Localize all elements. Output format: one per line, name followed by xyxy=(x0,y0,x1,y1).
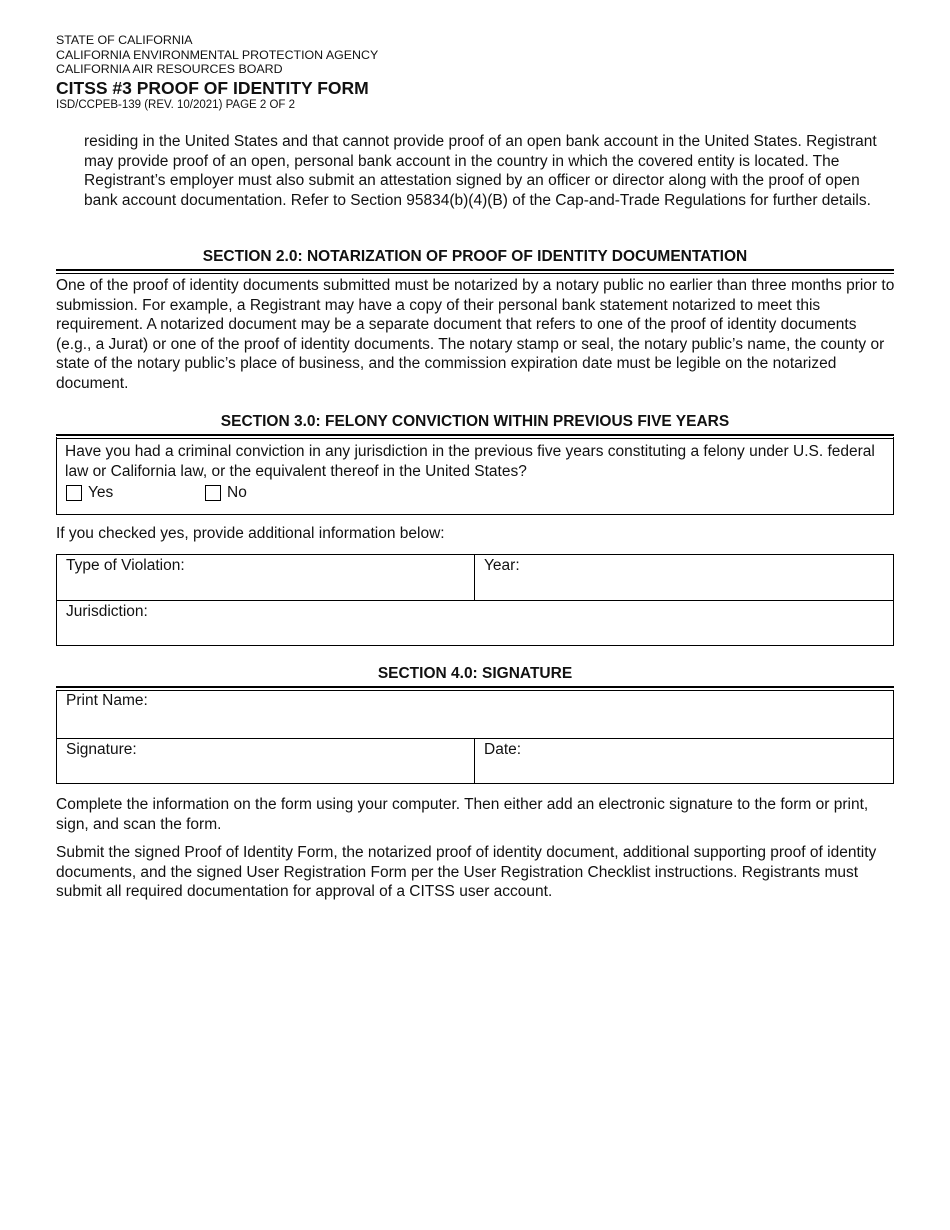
felony-question: Have you had a criminal conviction in any jurisdiction in the previous five years constituting a felony under U.S. federal law or California law, or the equivalent thereof in the United States? xyxy=(65,443,875,480)
form-number: ISD/CCPEB-139 (REV. 10/2021) PAGE 2 OF 2 xyxy=(56,98,296,111)
print-name-row xyxy=(57,690,893,738)
no-checkbox[interactable] xyxy=(205,485,221,501)
jurisdiction-field[interactable] xyxy=(57,601,893,645)
jurisdiction-label: Jurisdiction: xyxy=(66,603,148,620)
year-field[interactable] xyxy=(475,555,893,600)
violation-row xyxy=(57,555,893,600)
date-label: Date: xyxy=(484,741,522,758)
print-name-label: Print Name: xyxy=(66,692,148,709)
header-agency: CALIFORNIA ENVIRONMENTAL PROTECTION AGENCY xyxy=(56,47,379,62)
section-2-title: SECTION 2.0: NOTARIZATION OF PROOF OF IDENTITY DOCUMENTATION xyxy=(202,248,748,265)
type-of-violation-field[interactable] xyxy=(57,555,475,600)
date-field[interactable] xyxy=(475,739,893,783)
section-3-title: SECTION 3.0: FELONY CONVICTION WITHIN PREVIOUS FIVE YEARS xyxy=(220,413,730,430)
yes-label: Yes xyxy=(88,484,114,502)
signature-field[interactable] xyxy=(57,739,475,783)
form-header xyxy=(56,33,556,112)
type-of-violation-label: Type of Violation: xyxy=(66,557,185,574)
violation-details-table xyxy=(56,554,894,646)
print-name-field[interactable] xyxy=(57,690,893,738)
section-4-title: SECTION 4.0: SIGNATURE xyxy=(377,665,573,682)
jurisdiction-row xyxy=(57,600,893,645)
intro-paragraph: residing in the United States and that cannot provide proof of an open bank account in the United States. Registrant may provide proof of an open, personal bank account in the country in which the covered entity is located. The Registrant’s employer must also submit an attestation signed by an officer or director along with the proof of open bank account documentation. Refer to Section 95834(b)(4)(B) of the Cap-and-Trade Regulations for further details. xyxy=(84,133,877,209)
signature-label: Signature: xyxy=(66,741,137,758)
form-title: CITSS #3 PROOF OF IDENTITY FORM xyxy=(56,77,369,98)
no-label: No xyxy=(227,484,247,502)
header-state: STATE OF CALIFORNIA xyxy=(56,33,193,47)
section-2-body: One of the proof of identity documents submitted must be notarized by a notary public no earlier than three months prior to submission. For example, a Registrant may have a copy of their personal bank statement notarized to meet this requirement. A notarized document may be a separate document that refers to one of the proof of identity documents (e.g., a Jurat) or one of the proof of identity documents. The notary stamp or seal, the notary public’s name, the county or state of the notary public’s place of business, and the commission expiration date must be legible on the notarized document. xyxy=(56,277,895,392)
submission-instructions: Submit the signed Proof of Identity Form, the notarized proof of identity document, additional supporting proof of identity documents, and the signed User Registration Form per the User Registration Checklist instructions. Registrants must submit all required documentation for approval of a CITSS user account. xyxy=(56,844,877,901)
completion-instructions: Complete the information on the form using your computer. Then either add an electronic signature to the form or print, sign, and scan the form. xyxy=(56,796,869,833)
no-option[interactable] xyxy=(205,484,247,502)
felony-question-box xyxy=(56,437,894,515)
yes-checkbox[interactable] xyxy=(66,485,82,501)
section-2-rule xyxy=(56,269,894,274)
yes-option[interactable] xyxy=(66,484,113,502)
felony-answer-options xyxy=(57,481,893,509)
signature-row xyxy=(57,738,893,783)
followup-instruction: If you checked yes, provide additional information below: xyxy=(56,525,445,542)
header-board: CALIFORNIA AIR RESOURCES BOARD xyxy=(56,62,283,76)
year-label: Year: xyxy=(484,557,520,574)
signature-table xyxy=(56,690,894,784)
